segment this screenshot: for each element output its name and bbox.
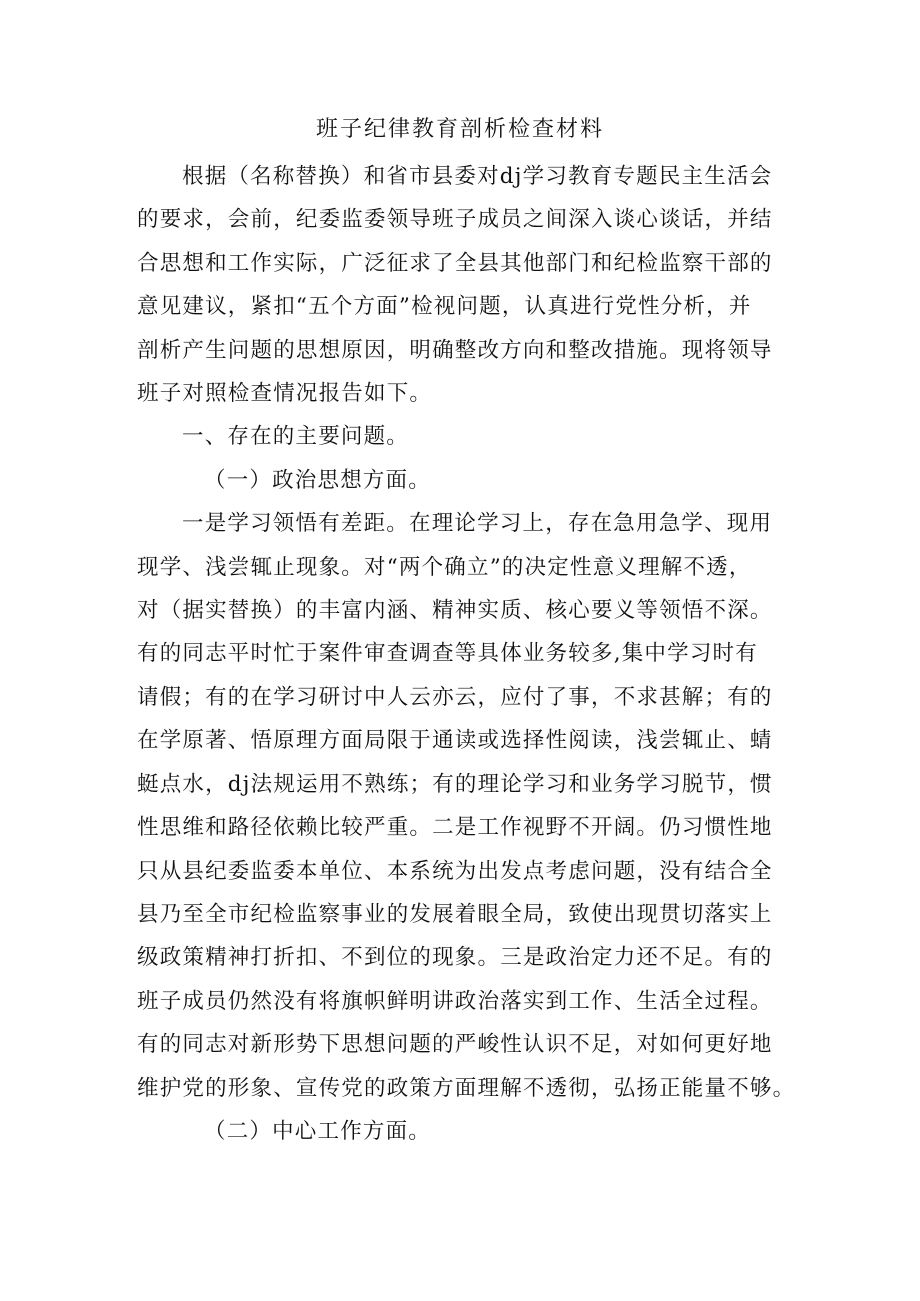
paragraph-line: 有的同志平时忙于案件审查调查等具体业务较多,集中学习时有	[137, 641, 758, 667]
section-heading: 一、存在的主要问题。	[182, 424, 410, 450]
paragraph-line: 只从县纪委监委本单位、本系统为出发点考虑问题，没有结合全	[137, 858, 773, 884]
paragraph-line: 县乃至全市纪检监察事业的发展着眼全局，致使出现贯切落实上	[137, 901, 773, 927]
paragraph-line: 的要求，会前，纪委监委领导班子成员之间深入谈心谈话，并结	[137, 207, 773, 233]
paragraph-line: 剖析产生问题的思想原因，明确整改方向和整改措施。现将领导	[137, 337, 773, 363]
paragraph-line: 合思想和工作实际，广泛征求了全县其他部门和纪检监察干部的	[137, 250, 773, 276]
paragraph-line: 现学、浅尝辄止现象。对“两个确立”的决定性意义理解不透，	[137, 554, 752, 580]
document-title: 班子纪律教育剖析检查材料	[315, 117, 604, 142]
paragraph-line: 在学原著、悟原理方面局限于通读或选择性阅读，浅尝辄止、蜻	[137, 728, 773, 754]
paragraph-line: 一是学习领悟有差距。在理论学习上，存在急用急学、现用	[182, 511, 773, 537]
subsection-heading: （二）中心工作方面。	[204, 1118, 432, 1144]
paragraph-line: 性思维和路径依赖比较严重。二是工作视野不开阔。仍习惯性地	[137, 815, 773, 841]
paragraph-line: 班子成员仍然没有将旗帜鲜明讲政治落实到工作、生活全过程。	[137, 988, 773, 1014]
subsection-heading: （一）政治思想方面。	[204, 467, 432, 493]
paragraph-line: 维护党的形象、宣传党的政策方面理解不透彻，弘扬正能量不够。	[137, 1075, 796, 1101]
paragraph-line: 对（据实替换）的丰富内涵、精神实质、核心要义等领悟不深。	[137, 598, 773, 624]
paragraph-line: 班子对照检查情况报告如下。	[137, 381, 433, 407]
paragraph-line: 有的同志对新形势下思想问题的严峻性认识不足，对如何更好地	[137, 1032, 773, 1058]
paragraph-line: 级政策精神打折扣、不到位的现象。三是政治定力还不足。有的	[137, 945, 773, 971]
paragraph-line: 蜓点水，dj法规运用不熟练；有的理论学习和业务学习脱节，惯	[137, 771, 773, 797]
document-body	[137, 155, 797, 1153]
paragraph-line: 根据（名称替换）和省市县委对dj学习教育专题民主生活会	[182, 164, 773, 189]
paragraph-line: 意见建议，紧扣“五个方面”检视问题，认真进行党性分析，并	[137, 294, 752, 320]
paragraph-line: 请假；有的在学习研讨中人云亦云，应付了事，不求甚解；有的	[137, 684, 773, 710]
